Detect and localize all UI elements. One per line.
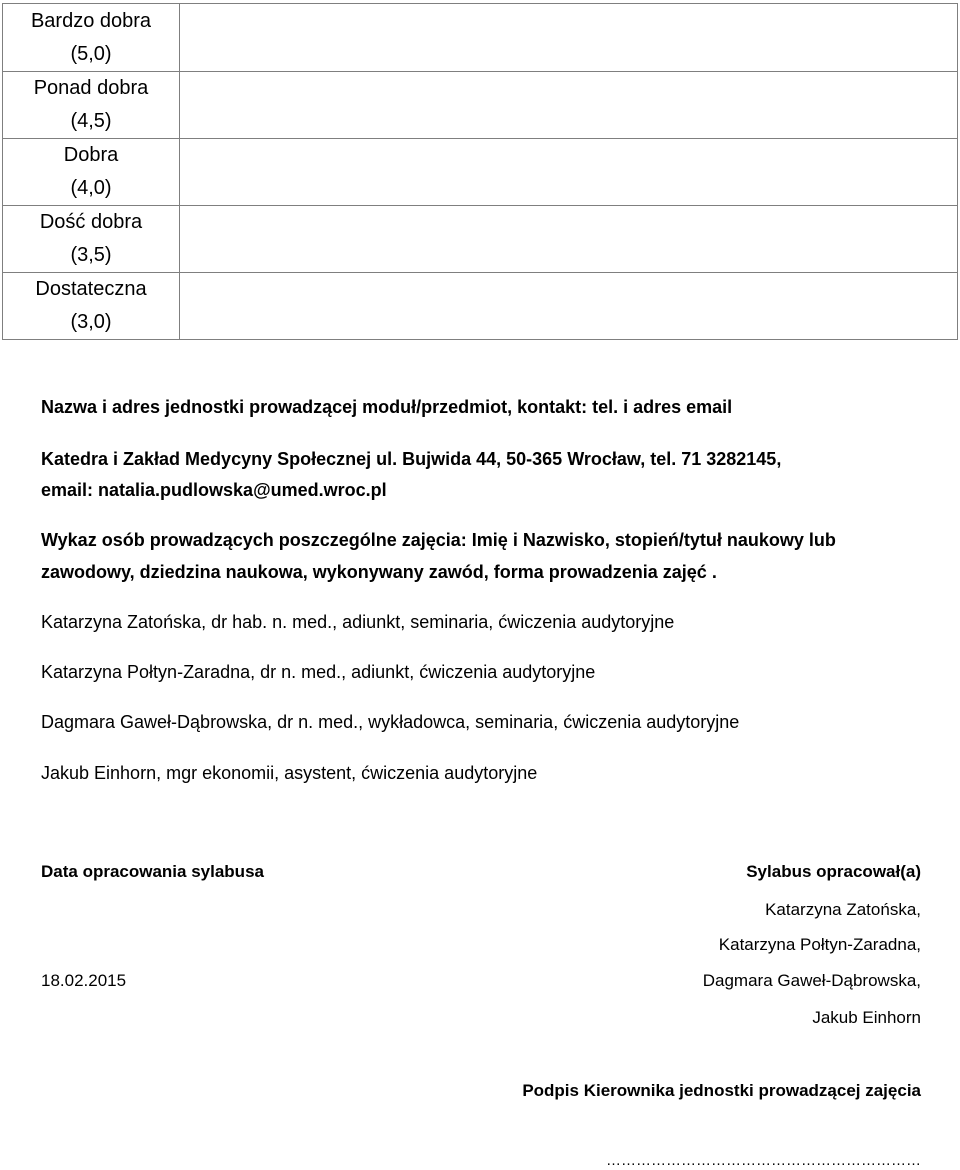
grade-label-cell (3, 72, 180, 139)
grade-name: Bardzo dobra (30, 9, 152, 32)
grade-value: (4,0) (70, 177, 112, 199)
grade-label-cell (3, 4, 180, 72)
grade-row (3, 72, 958, 139)
grade-name: Dość dobra (39, 211, 143, 233)
grade-criteria-cell (180, 273, 958, 340)
staff-person: Katarzyna Zatońska, dr hab. n. med., adiunkt, seminaria, ćwiczenia audytoryjne (41, 612, 675, 632)
date-value: 18.02.2015 (41, 971, 127, 990)
grade-label-cell (3, 139, 180, 206)
signature-line: ……………………………………………………… (606, 1152, 921, 1169)
grade-criteria-cell (180, 139, 958, 206)
grade-row (3, 206, 958, 273)
staff-heading-cont: zawodowy, dziedzina naukowa, wykonywany zawód, forma prowadzenia zajęć . (41, 562, 717, 582)
author-name: Katarzyna Zatońska, (765, 900, 921, 919)
unit-email: email: natalia.pudlowska@umed.wroc.pl (41, 480, 387, 500)
unit-address: Katedra i Zakład Medycyny Społecznej ul. Bujwida 44, 50-365 Wrocław, tel. 71 3282145, (41, 449, 782, 469)
author-name: Jakub Einhorn (812, 1008, 921, 1027)
grade-scale-table (2, 3, 958, 340)
grade-row (3, 139, 958, 206)
grade-value: (4,5) (70, 110, 112, 132)
grade-label-cell (3, 206, 180, 273)
grade-value: (3,5) (70, 244, 112, 266)
grade-criteria-cell (180, 4, 958, 72)
grade-row (3, 4, 958, 72)
grade-value: (5,0) (70, 42, 112, 65)
grade-label-cell (3, 273, 180, 340)
staff-person: Dagmara Gaweł-Dąbrowska, dr n. med., wykładowca, seminaria, ćwiczenia audytoryjne (41, 712, 740, 732)
author-label: Sylabus opracował(a) (746, 862, 921, 881)
grade-name: Ponad dobra (33, 77, 149, 99)
staff-heading: Wykaz osób prowadzących poszczególne zajęcia: Imię i Nazwisko, stopień/tytuł naukowy lub (41, 530, 836, 550)
grade-name: Dostateczna (35, 278, 147, 300)
author-name: Katarzyna Połtyn-Zaradna, (718, 935, 921, 954)
head-signature-label: Podpis Kierownika jednostki prowadzącej zajęcia (522, 1081, 921, 1100)
date-label: Data opracowania sylabusa (41, 862, 264, 881)
staff-person: Katarzyna Połtyn-Zaradna, dr n. med., adiunkt, ćwiczenia audytoryjne (41, 662, 596, 682)
grade-criteria-cell (180, 72, 958, 139)
grade-criteria-cell (180, 206, 958, 273)
author-name: Dagmara Gaweł-Dąbrowska, (702, 971, 921, 990)
unit-heading: Nazwa i adres jednostki prowadzącej moduł/przedmiot, kontakt: tel. i adres email (41, 397, 733, 417)
staff-person: Jakub Einhorn, mgr ekonomii, asystent, ćwiczenia audytoryjne (41, 763, 538, 783)
grade-value: (3,0) (70, 311, 112, 333)
grade-row (3, 273, 958, 340)
grade-name: Dobra (63, 144, 119, 166)
